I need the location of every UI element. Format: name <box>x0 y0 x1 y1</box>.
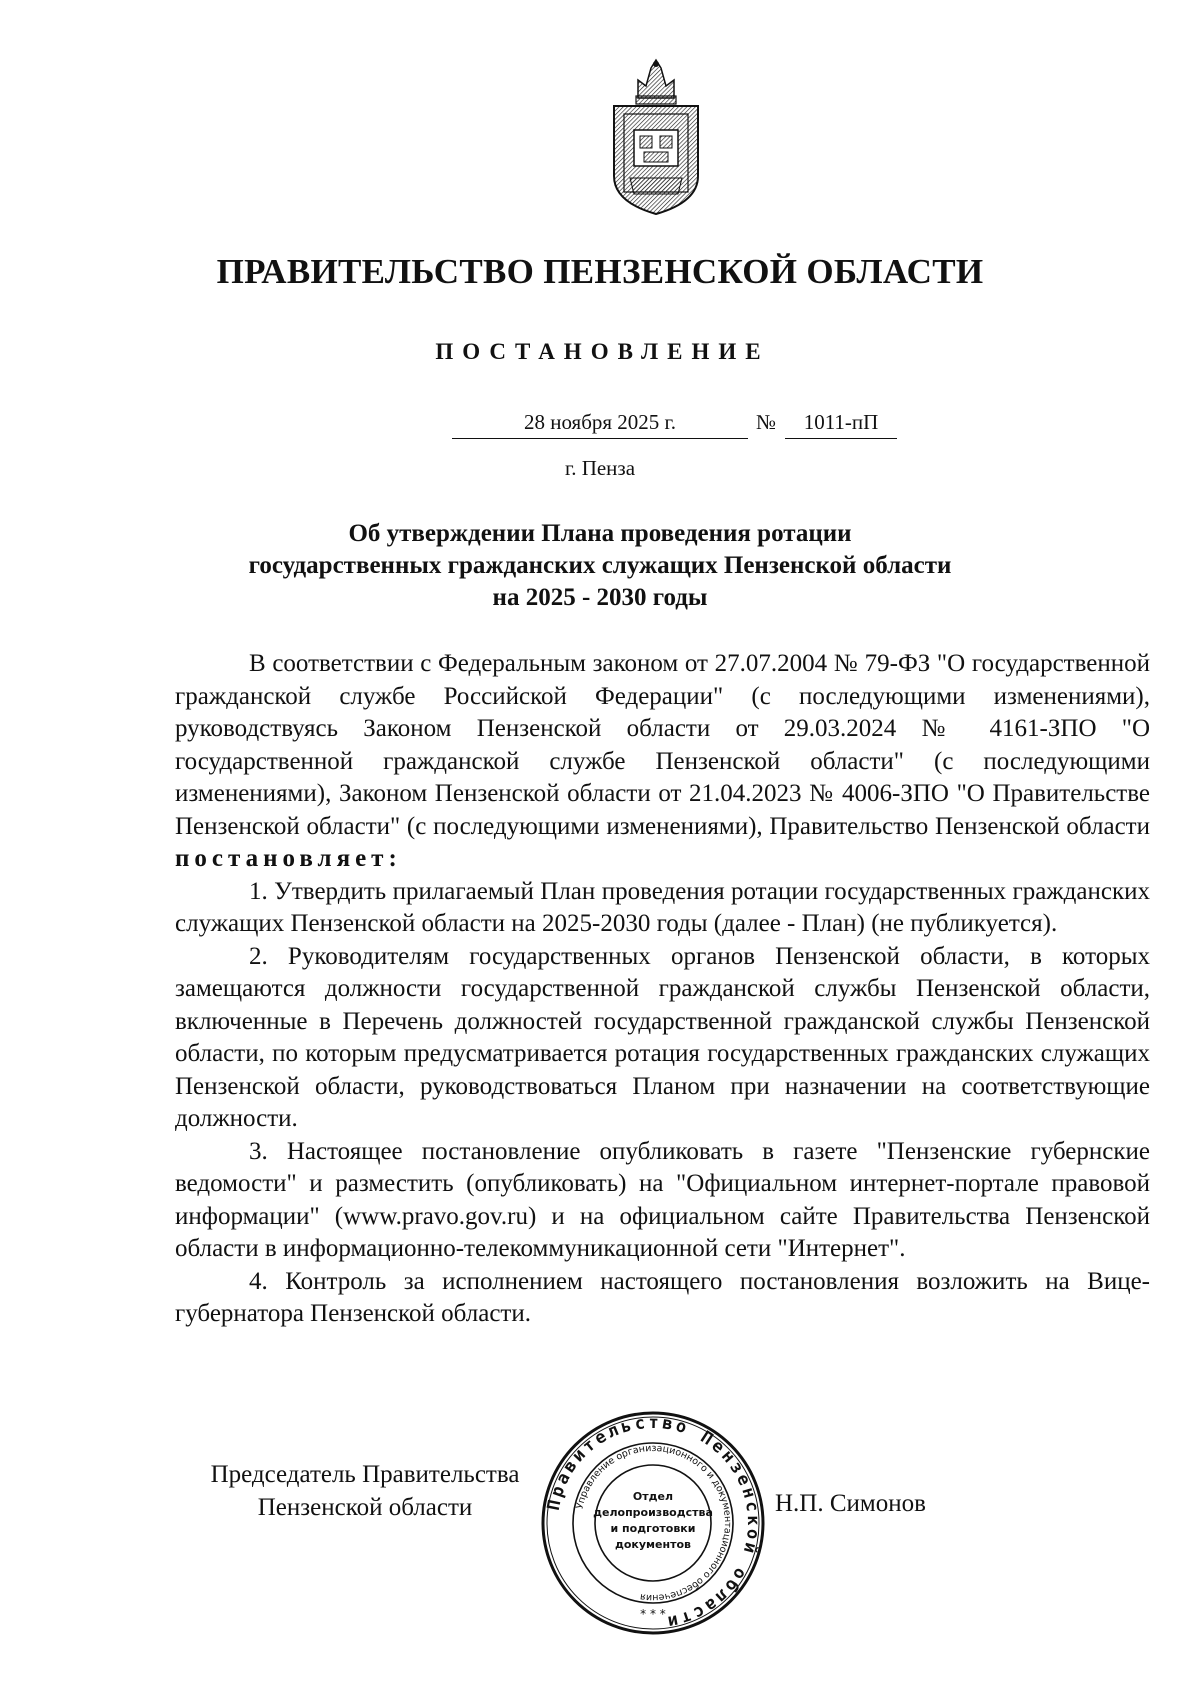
stamp-outer-text: Правительство Пензенской области <box>543 1412 764 1633</box>
coat-of-arms-emblem <box>608 58 704 216</box>
item-paragraph-3: 3. Настоящее постановление опубликовать в газете "Пензенские губернские ведомости" и разместить (опубликовать) на "Официальном интернет-портале правовой информации" (www.pravo.gov.ru) и на официальном сайте Правительства Пензенской области в информационно-телекоммуникационной сети "Интернет". <box>175 1137 1150 1262</box>
signatory-position <box>180 1458 550 1524</box>
decrees-word: постановляет: <box>175 845 402 872</box>
stamp-inner-text: Управление организационного и документационного обеспечения <box>574 1442 734 1604</box>
document-type-title: ПОСТАНОВЛЕНИЕ <box>435 339 770 364</box>
svg-text:* * *: * * * <box>640 1607 666 1621</box>
signatory-name: Н.П. Симонов <box>775 1490 926 1517</box>
stamp-center-text: делопроизводства <box>593 1506 713 1519</box>
number-sign: № <box>756 410 777 434</box>
subject-line: Об утверждении Плана проведения ротации <box>348 520 852 547</box>
item-paragraph-4: 4. Контроль за исполнением настоящего постановления возложить на Вице-губернатора Пензенской области. <box>175 1267 1150 1327</box>
preamble-paragraph: В соответствии с Федеральным законом от 27.07.2004 № 79-ФЗ "О государственной гражданской службе Российской Федерации" (с последующими изменениями), руководствуясь Законом Пензенской области от 29.03.2024 № 4161-ЗПО "О государственной гражданской службе Пензенской области" (с последующими изменениями), Законом Пензенской области от 21.04.2023 № 4006-ЗПО "О Правительстве Пензенской области" (с последующими изменениями), Правительство Пензенской области <box>175 650 1150 840</box>
stamp-center-text: и подготовки <box>610 1522 696 1535</box>
decree-date: 28 ноября 2025 г. <box>452 410 748 439</box>
item-paragraph-2: 2. Руководителям государственных органов Пензенской области, в которых замещаются должности государственной гражданской службы Пензенской области, включенные в Перечень должностей государственной гражданской службы Пензенской области, по которым предусматривается ротация государственных гражданских служащих Пензенской области, руководствоваться Планом при назначении на соответствующие должности. <box>175 942 1150 1132</box>
decree-subject <box>0 518 1200 614</box>
official-stamp <box>540 1410 766 1636</box>
signatory-position-line: Председатель Правительства <box>210 1461 520 1488</box>
city-of-issue: г. Пенза <box>564 456 636 480</box>
government-title: ПРАВИТЕЛЬСТВО ПЕНЗЕНСКОЙ ОБЛАСТИ <box>216 252 984 291</box>
signatory-position-line: Пензенской области <box>257 1494 473 1521</box>
item-paragraph-1: 1. Утвердить прилагаемый План проведения ротации государственных гражданских служащих Пензенской области на 2025-2030 годы (далее - План) (не публикуется). <box>175 877 1150 937</box>
stamp-center-text: документов <box>614 1538 692 1551</box>
stamp-center-text: Отдел <box>632 1490 674 1503</box>
decree-body <box>175 648 1150 1331</box>
subject-line: государственных гражданских служащих Пензенской области <box>248 552 952 579</box>
subject-line: на 2025 - 2030 годы <box>492 584 708 611</box>
decree-number: 1011-пП <box>785 410 897 439</box>
